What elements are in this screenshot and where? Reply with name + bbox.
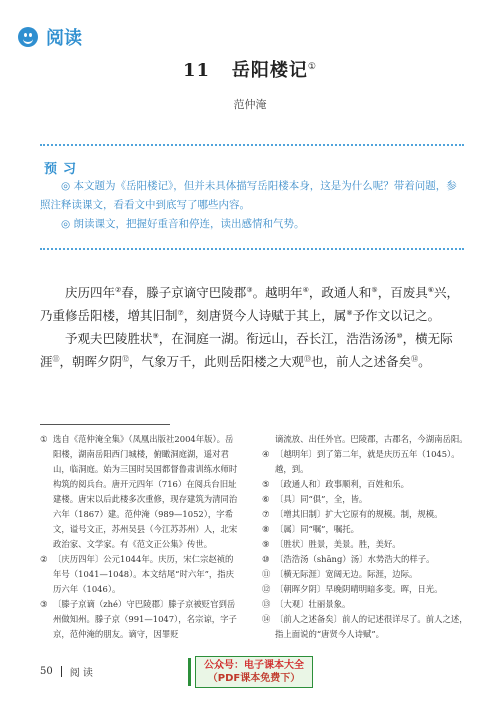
footnote-number: ⑤ [262, 479, 270, 489]
footnote-ref: ⑪ [52, 355, 60, 364]
footnote-number: ③ [40, 599, 48, 609]
watermark-line-1: 公众号：电子课本大全 [204, 660, 304, 671]
preview-heading: 预习 [44, 162, 83, 177]
title-note-mark: ① [307, 62, 317, 72]
footnote [40, 552, 240, 597]
footnote-ref: ⑩ [396, 332, 403, 341]
text-run: ，横无际涯 [40, 331, 453, 370]
text-run: 庆历四年 [65, 285, 116, 301]
footnote [262, 447, 468, 477]
footnote-number: ⑧ [262, 524, 270, 534]
footnote-text: 〔庆历四年〕公元1044年。庆历，宋仁宗赵祯的年号（1041—1048）。本文结尾“时六年”，指庆历六年（1046）。 [53, 554, 234, 594]
footnote-text: 〔大观〕壮丽景象。 [275, 599, 351, 609]
footnote-number: ⑨ [262, 539, 270, 549]
footnote-ref: ⑧ [346, 309, 353, 318]
footnote-text: 〔滕子京谪（zhé）守巴陵郡〕滕子京被贬官到岳州做知州。滕子京（991—1047），名宗谅，字子京，范仲淹的朋友。谪守，因罪贬 [53, 599, 237, 639]
text-run: ，百废具 [377, 285, 428, 301]
main-text [40, 280, 464, 373]
footnotes-left-column [40, 432, 240, 642]
footnote-text: 〔朝晖夕阴〕早晚阴晴明暗多变。晖，日光。 [275, 584, 443, 594]
lesson-title [0, 56, 500, 82]
footer-divider [61, 666, 62, 677]
footnote [262, 492, 468, 507]
lesson-number: 11 [183, 60, 211, 81]
footnote [262, 612, 468, 642]
footnote-ref: ③ [246, 286, 253, 294]
footnote [40, 597, 240, 642]
footnote [262, 552, 468, 567]
footnote-number: ① [40, 434, 48, 444]
footnote-text: 〔政通人和〕政事顺利，百姓和乐。 [275, 479, 409, 489]
text-run: 予作文以记之。 [352, 308, 441, 324]
footnote [262, 477, 468, 492]
page-footer [40, 664, 93, 679]
text-run: 。 [418, 354, 431, 370]
text-run: 予观夫巴陵胜状 [65, 331, 153, 347]
footnote-number: ⑦ [262, 509, 270, 519]
footnote-number: ⑥ [262, 494, 270, 504]
footnote-ref: ⑤ [371, 286, 378, 294]
footnote-text: 〔具〕同“俱”，全，皆。 [275, 494, 368, 504]
footnote [40, 432, 240, 552]
footnote-text: 谪流放、出任外官。巴陵郡，古郡名，今湖南岳阳。 [275, 434, 468, 444]
preview-item: ◎ 朗读课文，把握好重音和停连，读出感情和气势。 [61, 218, 305, 230]
text-run: ，在洞庭一湖。衔远山，吞长江，浩浩汤汤 [158, 331, 397, 347]
footnote-number: ⑩ [262, 554, 270, 564]
footnote-text: 〔胜状〕胜景，美景。胜，美好。 [275, 539, 401, 549]
footnote-ref: ⑥ [427, 286, 434, 294]
paragraph-2 [40, 326, 464, 372]
section-header [18, 24, 82, 50]
footnote-ref: ⑬ [304, 355, 312, 364]
footnote-ref: ② [115, 286, 122, 294]
footnote-ref: ⑭ [411, 355, 419, 364]
footnote-ref: ⑨ [152, 332, 159, 341]
text-run: 。越明年 [252, 285, 303, 301]
footnote-ref: ⑦ [177, 309, 184, 318]
footnote [262, 537, 468, 552]
text-run: ，气象万千，此则岳阳楼之大观 [129, 354, 305, 370]
footnote-text: 〔增其旧制〕扩大它原有的规模。制，规模。 [275, 509, 443, 519]
footnote-number: ⑪ [262, 569, 271, 579]
footnote-ref: ⑫ [122, 355, 130, 364]
footnote-text: 〔前人之述备矣〕前人的记述很详尽了。前人之述，指上面说的“唐贤今人诗赋”。 [275, 614, 468, 639]
footnote-rule [40, 424, 170, 425]
footnote-number: ⑬ [262, 599, 271, 609]
footnote [262, 507, 468, 522]
footnote-number: ⑭ [262, 614, 271, 624]
footnote [262, 522, 468, 537]
watermark-bar [188, 658, 191, 686]
footnote-number: ② [40, 554, 48, 564]
author: 范仲淹 [233, 98, 267, 111]
footnote-text: 〔横无际涯〕宽阔无边。际涯，边际。 [275, 569, 418, 579]
footer-section: 阅 读 [69, 668, 93, 679]
preview-top-divider [40, 144, 464, 146]
section-title: 阅读 [46, 28, 82, 49]
footnote [262, 567, 468, 582]
footnote-text: 〔浩浩汤（shāng）汤〕水势浩大的样子。 [275, 554, 435, 564]
text-run: ，朝晖夕阴 [59, 354, 123, 370]
lesson-name: 岳阳楼记 [231, 60, 308, 81]
text-run: ，刻唐贤今人诗赋于其上，属 [183, 308, 347, 324]
watermark-stamp [188, 654, 313, 690]
smiley-icon [18, 27, 38, 47]
preview-bottom-divider [40, 248, 464, 250]
text-run: 兴，乃重修岳阳楼，增其旧制 [40, 285, 459, 324]
text-run: 春，滕子京谪守巴陵郡 [121, 285, 247, 301]
footnotes-right-column [262, 432, 468, 642]
text-run: ，政通人和 [308, 285, 372, 301]
text-run: 也，前人之述备矣 [311, 354, 412, 370]
preview-block [40, 177, 464, 234]
footnote [262, 432, 468, 447]
watermark-box [195, 656, 313, 688]
footnote-text: 〔属〕同“嘱”，嘱托。 [275, 524, 359, 534]
footnote [262, 597, 468, 612]
page-number: 50 [40, 666, 53, 677]
footnote-text: 选自《范仲淹全集》（凤凰出版社2004年版）。岳阳楼，湖南岳阳西门城楼，俯瞰洞庭湖，遥对君山，临洞庭。始为三国时吴国都督鲁肃训练水师时构筑的阅兵台。唐开元四年（716）在阅兵台旧址建楼。唐宋以后此楼多次重修，现存建筑为清同治六年（1867）建。范仲淹（989—1052），字希文，谥号文正，苏州吴县（今江苏苏州）人，北宋政治家、文学家。有《范文正公集》传世。 [53, 434, 238, 549]
watermark-line-2: （PDF课本免费下） [207, 673, 301, 684]
paragraph-1 [40, 280, 464, 326]
footnote-ref: ④ [302, 286, 309, 294]
preview-item: ◎ 本文题为《岳阳楼记》，但并未具体描写岳阳楼本身，这是为什么呢？带着问题，参照注释读课文，看看文中到底写了哪些内容。 [40, 180, 457, 211]
footnote-number: ④ [262, 449, 270, 459]
footnote-text: 〔越明年〕到了第二年，就是庆历五年（1045）。越，到。 [275, 449, 460, 474]
footnote [262, 582, 468, 597]
footnote-number: ⑫ [262, 584, 271, 594]
